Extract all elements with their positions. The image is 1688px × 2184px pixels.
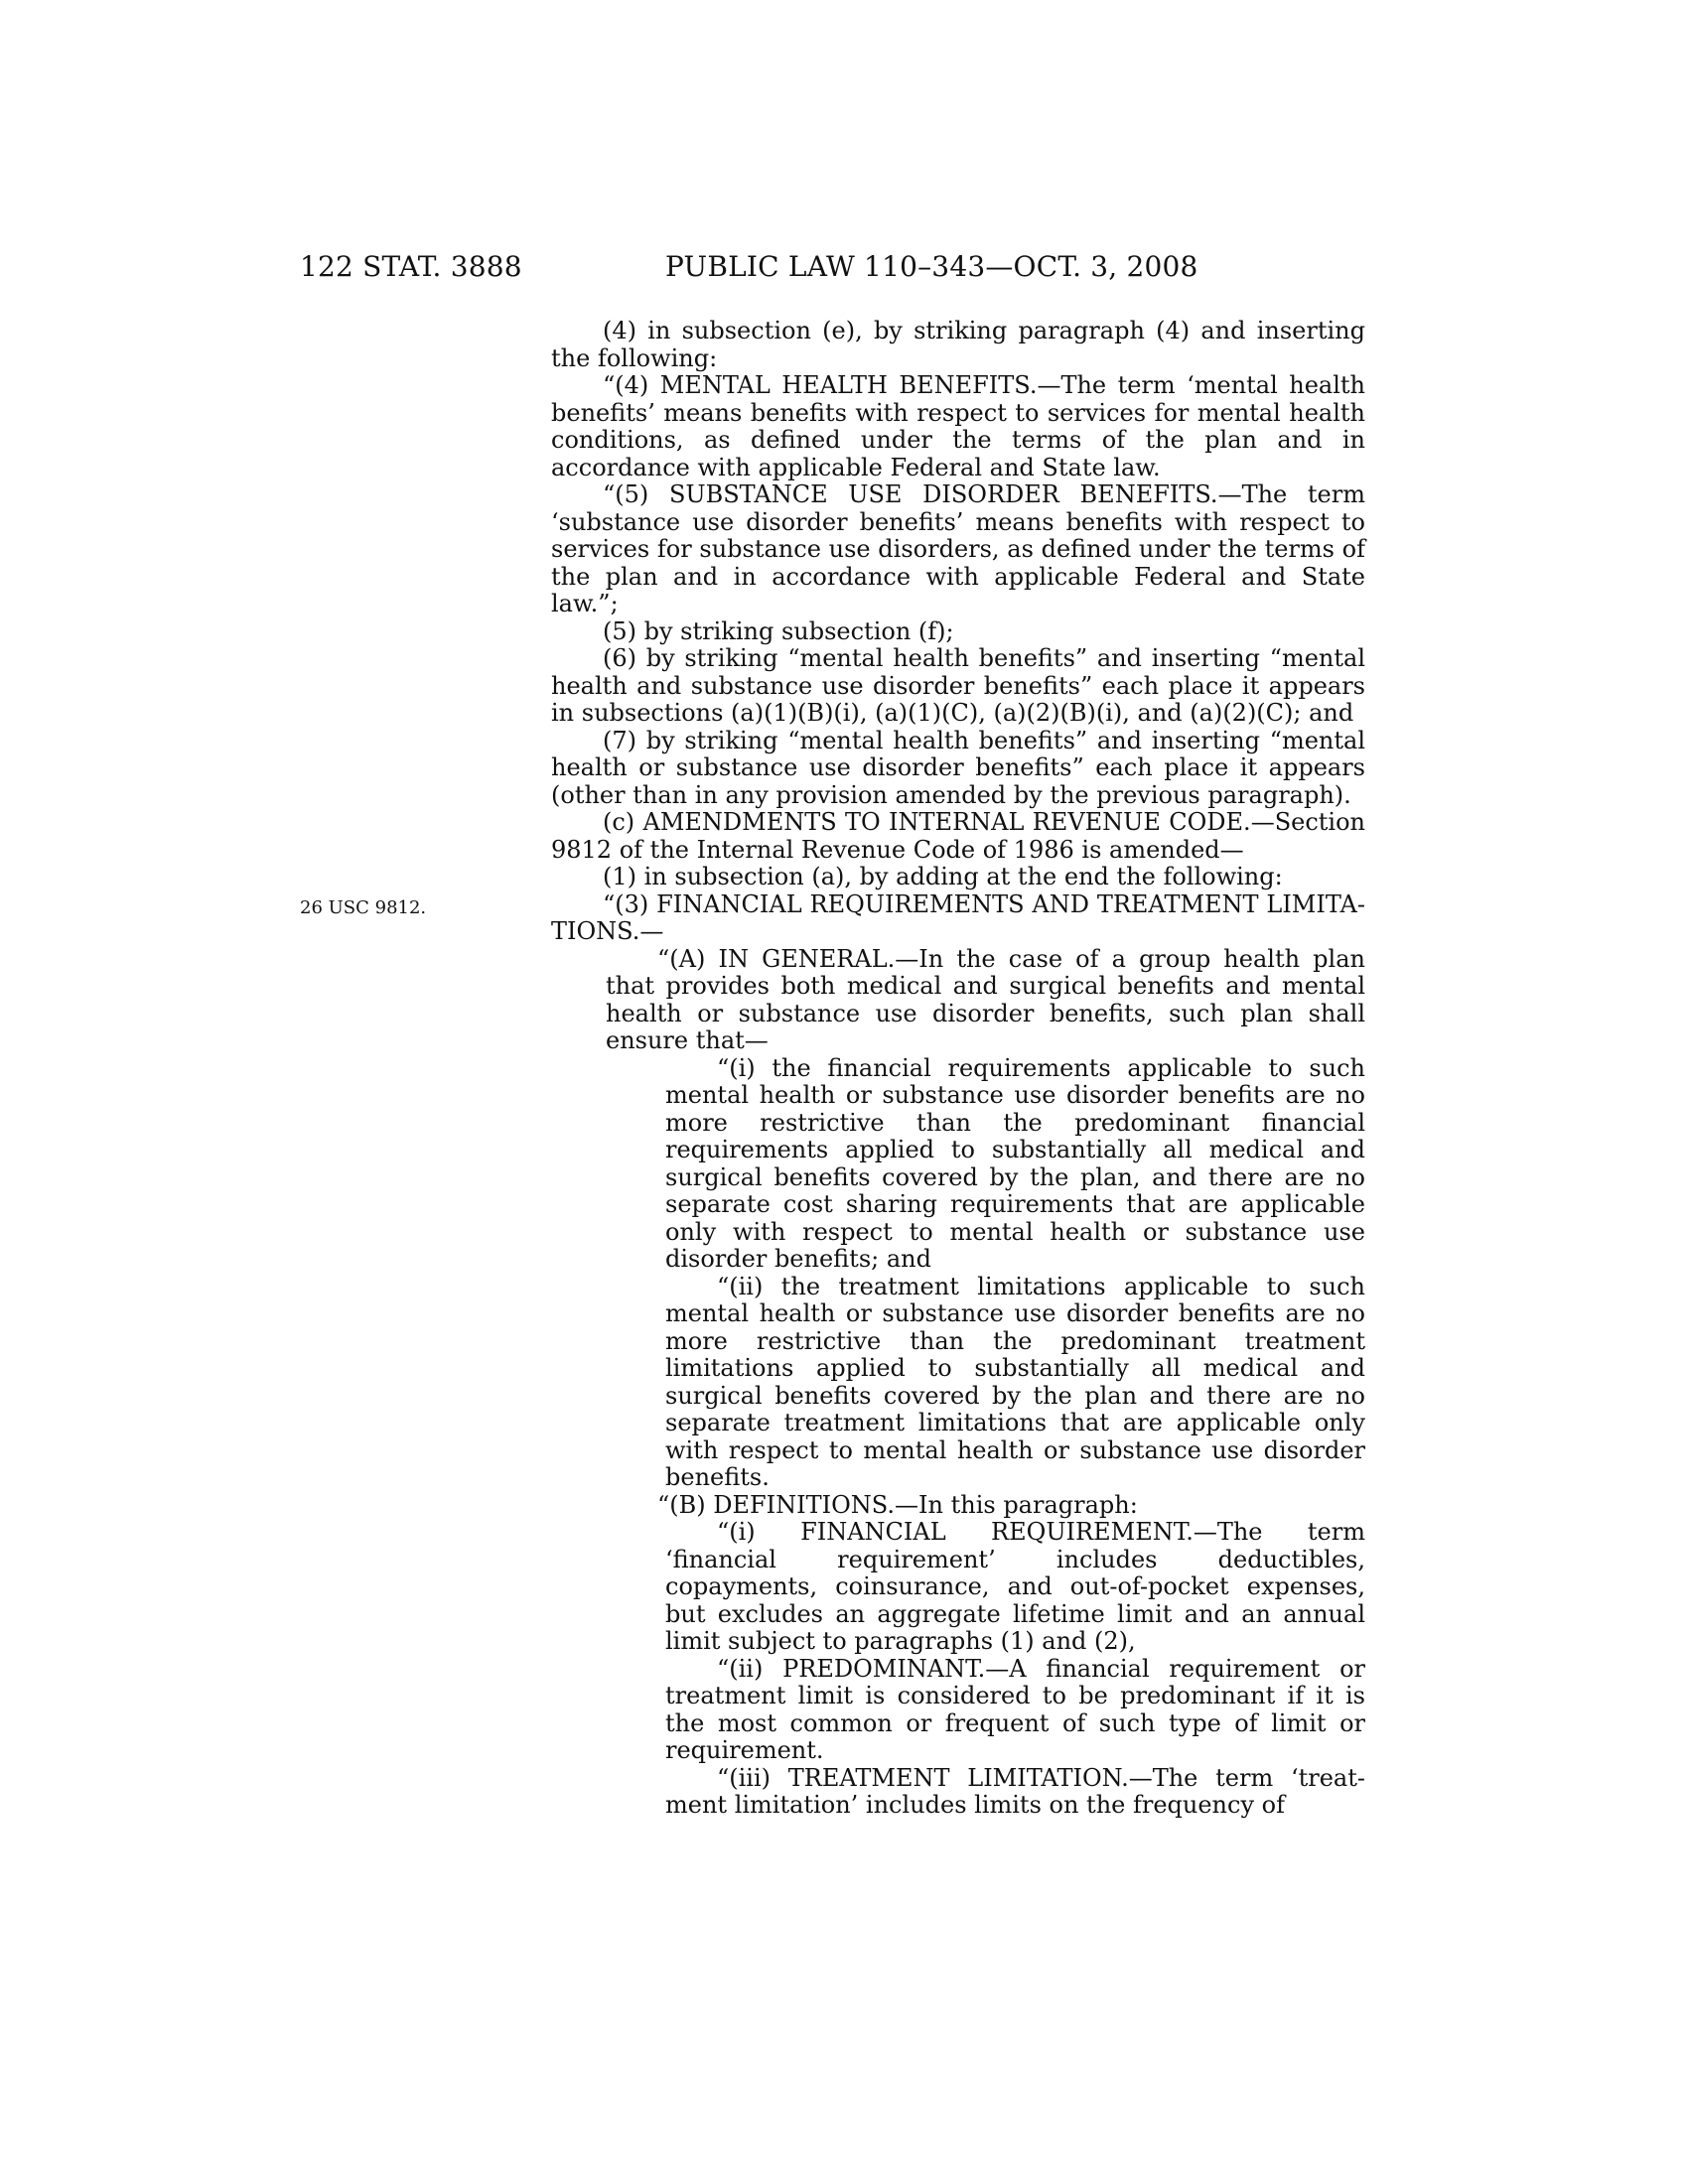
paragraph-prefix: “(iii) (717, 1763, 788, 1792)
paragraph-heading: MENTAL HEALTH BENEFITS. (659, 371, 1038, 399)
clause-a-i: “(i) the financial requirements applicable to such mental health or substance use disorder benefits are no more restrictive than the predominant financial requirements applied to substantially all medical and surgical benefits covered by the plan, and there are no separate cost sharing requirements that are applicable only with respect to mental health or substance use disorder benefits; and (665, 1053, 1365, 1273)
subparagraph-a-in-general (606, 946, 1365, 1055)
paragraph-text: —The term ‘mental health benefits’ means benefits with respect to services for mental health conditions, as defined under the terms of the plan and in accordance with applicable Federal and State law. (551, 371, 1366, 481)
paragraph-heading: DEFINITIONS. (713, 1490, 896, 1519)
subsection-c-paragraph-1: (1) in subsection (a), by adding at the end the following: (603, 863, 1283, 890)
paragraph-substance-use-disorder-benefits (551, 481, 1365, 618)
running-header-title: PUBLIC LAW 110–343—OCT. 3, 2008 (665, 250, 1198, 283)
paragraph-heading: FINANCIAL REQUIREMENT. (800, 1518, 1194, 1546)
subparagraph-b-definitions (606, 1492, 1365, 1520)
paragraph-prefix: “(i) (717, 1518, 801, 1546)
paragraph-text: —The term ‘treatment limitation’ includes limits on the frequency of (665, 1763, 1365, 1819)
paragraph-text: —A financial requirement or treatment limit is considered to be predominant if it is the most common or frequent of such type of limit or requirement. (665, 1654, 1365, 1764)
paragraph-prefix: “(ii) (717, 1654, 783, 1683)
paragraph-financial-requirements (551, 891, 1365, 946)
paragraph-5: (5) by striking subsection (f); (603, 616, 954, 645)
paragraph-heading: SUBSTANCE USE DISORDER BENEFITS. (668, 480, 1218, 508)
paragraph-mental-health-benefits (551, 372, 1365, 481)
paragraph-prefix: “(B) (657, 1490, 714, 1519)
paragraph-heading: FINANCIAL REQUIREMENTS AND TREATMENT LIMITATIONS. (551, 889, 1365, 945)
paragraph-text: —The term ‘substance use disorder benefits’ means benefits with respect to services for substance use disorders, as defined under the terms of the plan and in accordance with applicable Federal and State law.”; (551, 480, 1365, 617)
paragraph-prefix: (c) (603, 808, 643, 836)
paragraph-text: —Section 9812 of the Internal Revenue Code of 1986 is amended— (551, 808, 1365, 864)
clause-b-iii-treatment-limitation (665, 1765, 1365, 1820)
subsection-c (551, 809, 1365, 864)
paragraph-4: (4) in subsection (e), by striking paragraph (4) and inserting the following: (551, 317, 1365, 372)
clause-a-ii: “(ii) the treatment limitations applicable to such mental health or substance use disorder benefits are no more restrictive than the predominant treatment limitations applied to substantially all medical and surgical benefits covered by the plan and there are no separate treatment limitations that are applicable only with respect to mental health or substance use disorder benefits. (665, 1272, 1365, 1491)
paragraph-heading: IN GENERAL. (718, 944, 896, 973)
paragraph-text: —In this paragraph: (895, 1490, 1138, 1519)
document-body (551, 318, 1365, 1820)
paragraph-prefix: “(3) (603, 889, 657, 918)
margin-citation: 26 USC 9812. (300, 897, 427, 918)
paragraph-heading: AMENDMENTS TO INTERNAL REVENUE CODE. (642, 808, 1251, 836)
clause-b-i-financial-requirement (665, 1519, 1365, 1656)
paragraph-text: — (639, 917, 664, 945)
paragraph-text: —The term ‘financial requirement’ includes deductibles, copayments, coinsurance, and out-of-pocket expenses, but excludes an aggregate lifetime limit and an annual limit subject to paragraphs (1) and (2), (665, 1518, 1365, 1655)
paragraph-7: (7) by striking “mental health benefits” and inserting “mental health or substance use disorder benefits” each place it appears (other than in any provision amended by the previous paragraph). (551, 726, 1365, 809)
paragraph-prefix: “(5) (603, 480, 669, 508)
paragraph-heading: PREDOMINANT. (782, 1654, 986, 1683)
paragraph-heading: TREATMENT LIMITATION. (787, 1763, 1129, 1792)
statute-page-number: 122 STAT. 3888 (300, 250, 522, 283)
paragraph-6: (6) by striking “mental health benefits” and inserting “mental health and substance use disorder benefits” each place it appears in subsections (a)(1)(B)(i), (a)(1)(C), (a)(2)(B)(i), and (a)(2)(C); and (551, 644, 1365, 727)
paragraph-prefix: “(4) (603, 371, 660, 399)
paragraph-text: —In the case of a group health plan that provides both medical and surgical benefits and mental health or substance use disorder benefits, such plan shall ensure that— (606, 944, 1365, 1054)
clause-b-ii-predominant (665, 1656, 1365, 1765)
paragraph-prefix: “(A) (657, 944, 719, 973)
